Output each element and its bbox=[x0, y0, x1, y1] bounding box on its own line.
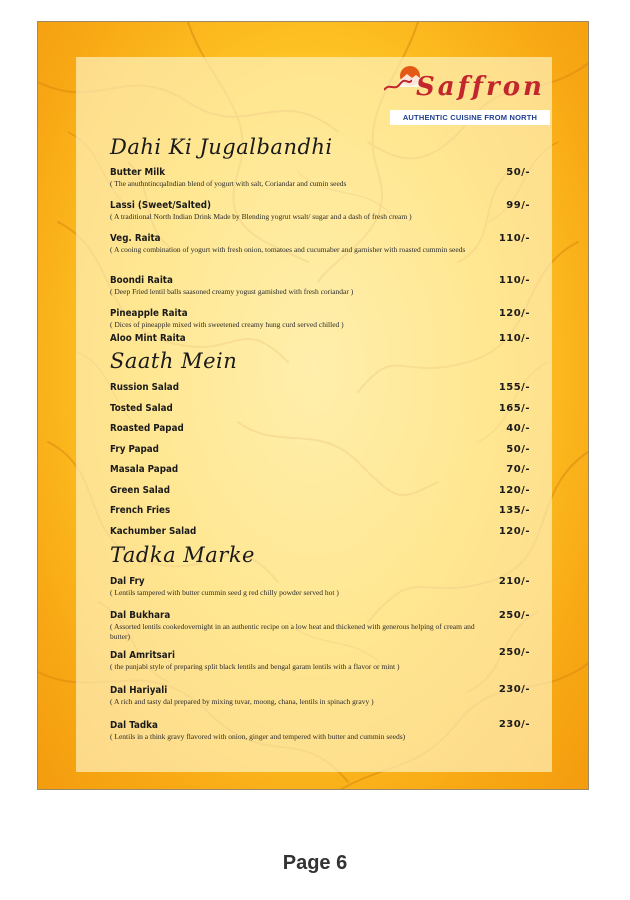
item-price: 50/- bbox=[506, 444, 530, 455]
item-name: Dal Hariyali bbox=[110, 685, 168, 696]
item-price: 70/- bbox=[506, 464, 530, 475]
item-price: 250/- bbox=[498, 647, 530, 658]
item-name: French Fries bbox=[110, 505, 171, 516]
item-price: 110/- bbox=[498, 333, 530, 344]
wave-icon bbox=[384, 78, 412, 94]
menu-item bbox=[110, 684, 530, 707]
item-price: 50/- bbox=[506, 167, 530, 178]
item-price: 110/- bbox=[498, 233, 530, 244]
item-price: 230/- bbox=[498, 684, 530, 695]
menu-page bbox=[37, 21, 589, 790]
menu-item bbox=[110, 484, 530, 497]
brand-tagline: AUTHENTIC CUISINE FROM NORTH bbox=[390, 110, 550, 125]
menu-item bbox=[110, 525, 530, 538]
item-name: Dal Bukhara bbox=[110, 610, 171, 621]
item-price: 120/- bbox=[498, 308, 530, 319]
menu-item bbox=[110, 422, 530, 435]
item-name: Tosted Salad bbox=[110, 403, 173, 414]
brand-name: Saffron bbox=[416, 72, 545, 102]
menu-item bbox=[110, 504, 530, 517]
item-description: ( Lentils in a think gravy flavored with onion, ginger and tempered with butter and cummin seeds) bbox=[110, 732, 406, 741]
menu-item bbox=[110, 381, 530, 394]
menu-item bbox=[110, 166, 530, 189]
menu-item bbox=[110, 719, 530, 742]
item-name: Veg. Raita bbox=[110, 233, 161, 244]
item-price: 120/- bbox=[498, 485, 530, 496]
item-name: Russion Salad bbox=[110, 382, 179, 393]
item-name: Dal Tadka bbox=[110, 720, 158, 731]
item-name: Fry Papad bbox=[110, 444, 159, 455]
item-price: 120/- bbox=[498, 526, 530, 537]
item-name: Boondi Raita bbox=[110, 275, 173, 286]
menu-item bbox=[110, 575, 530, 598]
item-name: Lassi (Sweet/Salted) bbox=[110, 200, 212, 211]
item-price: 210/- bbox=[498, 576, 530, 587]
item-name: Green Salad bbox=[110, 485, 170, 496]
item-price: 99/- bbox=[506, 200, 530, 211]
item-price: 165/- bbox=[498, 403, 530, 414]
item-price: 250/- bbox=[498, 610, 530, 621]
item-name: Pineapple Raita bbox=[110, 308, 188, 319]
saffron-logo bbox=[380, 60, 550, 126]
menu-item bbox=[110, 402, 530, 415]
item-description: ( Assorted lentils cookedovernight in an authentic recipe on a low heat and thickened with generous helping of cream and butter) bbox=[110, 622, 475, 641]
item-price: 155/- bbox=[498, 382, 530, 393]
item-price: 230/- bbox=[498, 719, 530, 730]
section-title: Dahi Ki Jugalbandhi bbox=[110, 135, 333, 159]
menu-item bbox=[110, 199, 530, 222]
item-name: Butter Milk bbox=[110, 167, 166, 178]
item-price: 40/- bbox=[506, 423, 530, 434]
item-price: 110/- bbox=[498, 275, 530, 286]
item-description: ( The anuthntincqaIndian blend of yogurt with salt, Coriandar and cumin seeds bbox=[110, 179, 347, 188]
menu-item bbox=[110, 649, 530, 672]
page-number: Page 6 bbox=[282, 852, 348, 874]
item-description: ( A rich and tasty dal prepared by mixing tuvar, moong, chana, lentils in spinach gravy ) bbox=[110, 697, 374, 706]
menu-item bbox=[110, 274, 530, 297]
item-description: ( the punjabi style of preparing split black lentils and bengal garam lentils with a flavor or mint ) bbox=[110, 662, 400, 671]
item-name: Kachumber Salad bbox=[110, 526, 197, 537]
menu-item bbox=[110, 332, 530, 345]
menu-item bbox=[110, 232, 530, 255]
item-name: Dal Fry bbox=[110, 576, 145, 587]
item-description: ( A cooing combination of yogurt with fresh onion, tomatoes and cucumaber and garnisher with roasted cummin seeds bbox=[110, 245, 466, 254]
item-description: ( Deep Fried lentil balls saasoned creamy yogust gamished with fresh coriandar ) bbox=[110, 287, 354, 296]
item-description: ( Lentils tampered with butter cummin seed g red chilly powder served hot ) bbox=[110, 588, 339, 597]
section-title: Tadka Marke bbox=[110, 543, 255, 567]
menu-item bbox=[110, 307, 530, 330]
item-name: Masala Papad bbox=[110, 464, 179, 475]
menu-item bbox=[110, 443, 530, 456]
item-description: ( A traditional North Indian Drink Made by Blending yogrut wsalt/ sugar and a dash of fresh cream ) bbox=[110, 212, 412, 221]
item-description: ( Dices of pineapple mixed with sweetened creamy hung curd served chilled ) bbox=[110, 320, 344, 329]
item-name: Roasted Papad bbox=[110, 423, 184, 434]
section-title: Saath Mein bbox=[110, 349, 238, 373]
item-price: 135/- bbox=[498, 505, 530, 516]
item-name: Aloo Mint Raita bbox=[110, 333, 186, 344]
menu-item bbox=[110, 463, 530, 476]
menu-item bbox=[110, 609, 530, 641]
item-name: Dal Amritsari bbox=[110, 650, 175, 661]
